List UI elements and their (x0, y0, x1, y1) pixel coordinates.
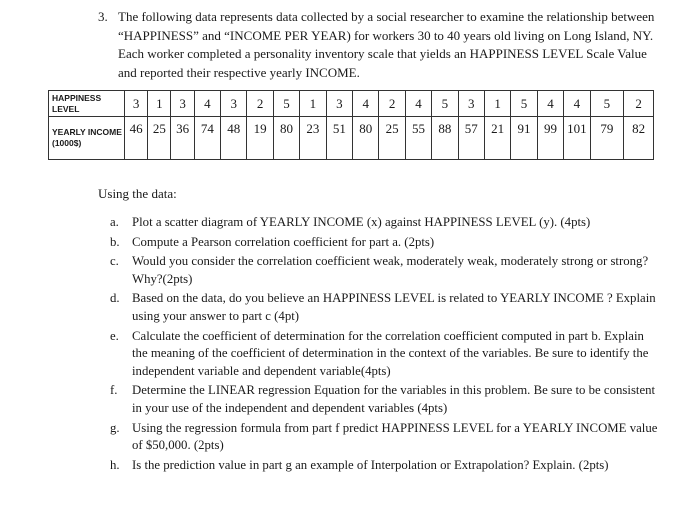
happiness-cell: 3 (458, 91, 484, 117)
part-text: Would you consider the correlation coefficient weak, moderately weak, moderately strong or strong? Why?(2pts) (132, 254, 649, 286)
income-cell: 80 (273, 117, 299, 160)
income-row-header: YEARLY INCOME (1000$) (49, 117, 125, 160)
question-part (110, 234, 660, 252)
happiness-cell: 5 (511, 91, 537, 117)
happiness-cell: 3 (171, 91, 194, 117)
happiness-cell: 4 (537, 91, 563, 117)
income-cell: 36 (171, 117, 194, 160)
happiness-cell: 5 (273, 91, 299, 117)
question-part (110, 420, 660, 455)
happiness-cell: 4 (405, 91, 431, 117)
income-cell: 51 (326, 117, 352, 160)
happiness-cell: 5 (590, 91, 624, 117)
income-cell: 46 (125, 117, 148, 160)
income-cell: 99 (537, 117, 563, 160)
income-cell: 82 (624, 117, 654, 160)
income-cell: 23 (300, 117, 326, 160)
happiness-cell: 2 (624, 91, 654, 117)
income-cell: 25 (148, 117, 171, 160)
happiness-cell: 5 (432, 91, 458, 117)
part-text: Calculate the coefficient of determination for the correlation coefficient computed in part b. Explain the meaning of the coefficient of determination in the context of the variables. Be sure to identify the independent variable and dependent variable(4pts) (132, 328, 649, 378)
part-label: e. (110, 328, 119, 343)
question-part (110, 253, 660, 288)
income-cell: 55 (405, 117, 431, 160)
income-cell: 88 (432, 117, 458, 160)
happiness-cell: 1 (484, 91, 510, 117)
part-label: b. (110, 234, 120, 249)
income-cell: 74 (194, 117, 220, 160)
part-label: g. (110, 420, 120, 435)
happiness-cell: 4 (353, 91, 379, 117)
happiness-cell: 1 (148, 91, 171, 117)
income-cell: 57 (458, 117, 484, 160)
part-text: Based on the data, do you believe an HAPPINESS LEVEL is related to YEARLY INCOME ? Explain using your answer to part c (4pt) (132, 291, 656, 323)
data-table (48, 90, 654, 160)
income-cell: 19 (247, 117, 273, 160)
part-text: Compute a Pearson correlation coefficient for part a. (2pts) (132, 234, 435, 249)
part-label: h. (110, 457, 120, 472)
question-parts-list (110, 214, 660, 476)
question-text: The following data represents data collected by a social researcher to examine the relationship between “HAPPINESS” and “INCOME PER YEAR) for workers 30 to 40 years old living on Long Island, NY. Each worker completed a personality inventory scale that yields an HAPPINESS LEVEL Scale Value and reported their respective yearly INCOME. (118, 9, 655, 80)
income-cell: 25 (379, 117, 405, 160)
happiness-cell: 2 (379, 91, 405, 117)
happiness-cell: 1 (300, 91, 326, 117)
question-part (110, 290, 660, 325)
part-label: f. (110, 383, 118, 398)
income-cell: 21 (484, 117, 510, 160)
question-part (110, 214, 660, 232)
income-cell: 80 (353, 117, 379, 160)
happiness-cell: 2 (247, 91, 273, 117)
income-cell: 101 (564, 117, 590, 160)
income-row (49, 117, 654, 160)
part-text: Is the prediction value in part g an example of Interpolation or Extrapolation? Explain. (2pts) (132, 457, 609, 472)
part-text: Using the regression formula from part f predict HAPPINESS LEVEL for a YEARLY INCOME value of $50,000. (2pts) (132, 420, 658, 453)
question-part (110, 382, 660, 417)
income-cell: 79 (590, 117, 624, 160)
income-cell: 48 (221, 117, 247, 160)
question-part (110, 328, 660, 381)
part-label: a. (110, 215, 119, 229)
happiness-cell: 4 (194, 91, 220, 117)
part-label: d. (110, 291, 120, 306)
using-data-label: Using the data: (98, 186, 177, 201)
happiness-cell: 3 (326, 91, 352, 117)
happiness-row (49, 91, 654, 117)
happiness-row-header: HAPPINESS LEVEL (49, 91, 125, 117)
part-label: c. (110, 254, 119, 269)
question-part (110, 457, 660, 475)
part-text: Determine the LINEAR regression Equation for the variables in this problem. Be sure to be consistent in your use of the independent and dependent variables (4pts) (132, 383, 656, 415)
part-text: Plot a scatter diagram of YEARLY INCOME (x) against HAPPINESS LEVEL (y). (4pts) (132, 215, 591, 229)
happiness-cell: 3 (221, 91, 247, 117)
happiness-cell: 3 (125, 91, 148, 117)
income-cell: 91 (511, 117, 537, 160)
question-number: 3. (98, 9, 108, 24)
happiness-cell: 4 (564, 91, 590, 117)
